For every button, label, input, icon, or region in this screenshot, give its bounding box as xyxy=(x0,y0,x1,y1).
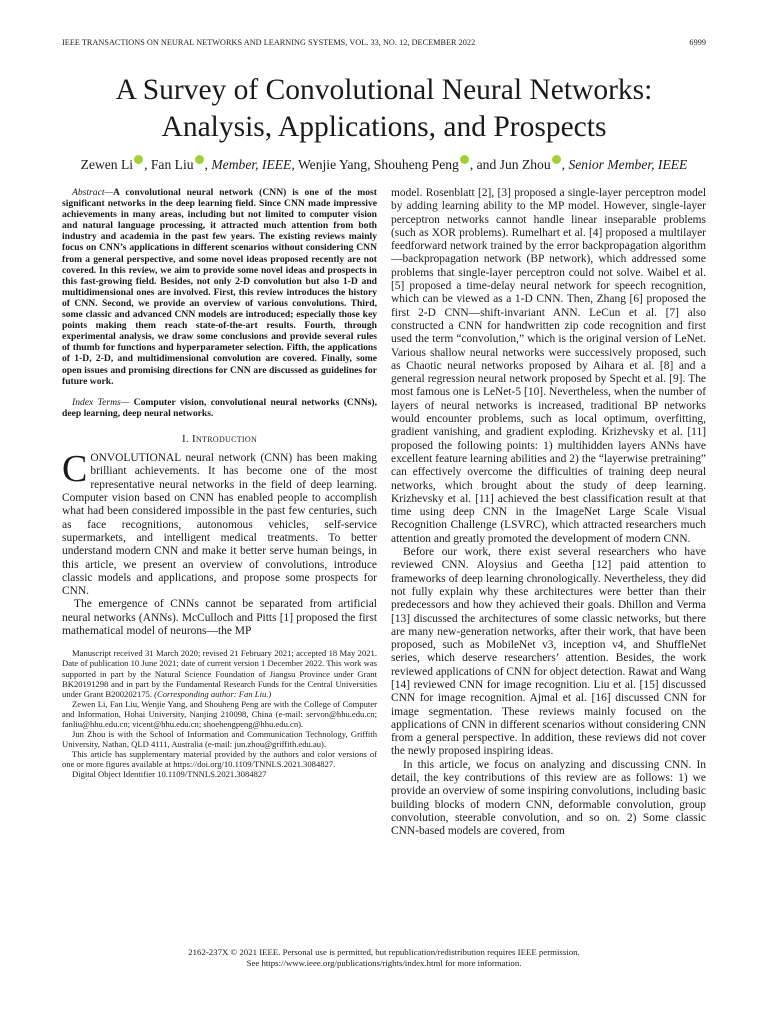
author-3: Wenjie Yang xyxy=(297,157,368,172)
footnote-supplementary: This article has supplementary material provided by the authors and color versions of one or more figures available at https://doi.org/10.1109/TNNLS.2021.3084827. xyxy=(62,749,377,770)
orcid-icon[interactable] xyxy=(195,155,204,164)
author-2-role: Member, IEEE xyxy=(211,157,292,172)
journal-name: IEEE TRANSACTIONS ON NEURAL NETWORKS AND LEARNING SYSTEMS, VOL. 33, NO. 12, DECEMBER 2022 xyxy=(62,38,476,47)
index-terms-text: Computer vision, convolutional neural networks (CNNs), deep learning, deep neural networks. xyxy=(62,396,377,419)
title-line-2: Analysis, Applications, and Prospects xyxy=(161,111,607,143)
orcid-icon[interactable] xyxy=(460,155,469,164)
abstract-label: Abstract xyxy=(72,187,105,198)
left-column xyxy=(62,187,377,780)
orcid-icon[interactable] xyxy=(552,155,561,164)
copyright-line-1: 2162-237X © 2021 IEEE. Personal use is permitted, but republication/redistribution requires IEEE permission. xyxy=(188,947,580,957)
abstract-text: A convolutional neural network (CNN) is one of the most significant networks in the deep learning field. Since CNN made impressive achievements in many areas, including but not limited to computer vision and natural language processing, it attracted much attention from both industry and academia in the past few years. The existing reviews mainly focus on CNN’s applications in different scenarios without considering CNN from a general perspective, and some novel ideas proposed recently are not covered. In this review, we aim to provide some novel ideas and prospects in this fast-growing field. Besides, not only 2-D convolution but also 1-D and multidimensional ones are involved. First, this review introduces the history of CNN. Second, we provide an overview of various convolutions. Third, some classic and advanced CNN models are introduced; especially those key points making them reach state-of-the-art results. Fourth, through experimental analysis, we draw some conclusions and provide several rules of thumb for functions and hyperparameter selection. Fifth, the applications of 1-D, 2-D, and multidimensional convolution are covered. Finally, some open issues and promising directions for CNN are discussed as guidelines for future work. xyxy=(62,187,377,387)
author-5-role: Senior Member, IEEE xyxy=(568,157,688,172)
author-4: Shouheng Peng xyxy=(373,157,459,172)
abstract: Abstract—A convolutional neural network (CNN) is one of the most significant networks in the deep learning field. Since CNN made impressive achievements in many areas, including but not limited to computer vision and natural language processing, it attracted much attention from both industry and academia in the past few years. The existing reviews mainly focus on CNN’s applications in different scenarios without considering CNN from a general perspective, and some novel ideas proposed recently are not covered. In this review, we aim to provide some novel ideas and prospects in this fast-growing field. Besides, not only 2-D convolution but also 1-D and multidimensional ones are involved. First, this review introduces the history of CNN. Second, we provide an overview of various convolutions. Third, some classic and advanced CNN models are introduced; especially those key points making them reach state-of-the-art results. Fourth, through experimental analysis, we draw some conclusions and provide several rules of thumb for functions and hyperparameter selection. Fifth, the applications of 1-D, 2-D, and multidimensional convolution are covered. Finally, some open issues and promising directions for CNN are discussed as guidelines for future work. xyxy=(62,187,377,387)
author-1: Zewen Li xyxy=(80,157,134,172)
author-list: Zewen Li , Fan Liu , Member, IEEE, Wenjie Yang, Shouheng Peng , and Jun Zhou , Senior Member, IEEE xyxy=(80,157,688,172)
footnote-affiliation-griffith: Jun Zhou is with the School of Information and Communication Technology, Griffith University, Nathan, QLD 4111, Australia (e-mail: jun.zhou@griffith.edu.au). xyxy=(62,729,377,750)
intro-paragraph-2: The emergence of CNNs cannot be separated from artificial neural networks (ANNs). McCulloch and Pitts [1] proposed the first mathematical model of neurons—the MP xyxy=(62,598,377,638)
right-column xyxy=(391,187,706,839)
footnote-doi: Digital Object Identifier 10.1109/TNNLS.2021.3084827 xyxy=(72,769,267,780)
paper-title xyxy=(40,72,728,146)
index-terms-label: Index Terms xyxy=(72,396,121,408)
footnote-manuscript: Manuscript received 31 March 2020; revised 21 February 2021; accepted 18 May 2021. Date of publication 10 June 2021; date of current version 1 December 2022. This work was supported in part by the Natural Science Foundation of Jiangsu Province under Grant BK20191298 and in part by the Fundamental Research Funds for the Central Universities under Grant B200202175. (Corresponding author: Fan Liu.) xyxy=(62,648,377,699)
section-heading-introduction xyxy=(62,433,377,446)
section-number: I. xyxy=(181,432,189,445)
copyright-notice xyxy=(62,947,706,969)
body-paragraph-history: model. Rosenblatt [2], [3] proposed a single-layer perceptron model by adding learning ability to the MP model. However, single-layer perceptron networks cannot handle linear inseparable problems (such as XOR problems). Rumelhart et al. [4] proposed a multilayer feedforward network trained by the error backpropagation algorithm—backpropagation network (BP network), which addressed some problems that single-layer perceptron could not solve. Waibel et al. [5] proposed a time-delay neural network for speech recognition, which can be viewed as a 1-D CNN. Then, Zhang [6] proposed the first 2-D CNN—shift-invariant ANN. LeCun et al. [7] also constructed a CNN for handwritten zip code recognition and first used the term “convolution,” which is the original version of LeNet. Various shallow neural networks were successively proposed, such as Chaotic neural networks proposed by Aihara et al. [8] and a general regression neural network proposed by Specht et al. [9]. The most famous one is LeNet-5 [10]. Nevertheless, when the number of layers of neural networks is increased, traditional BP networks would encounter problems, such as local optimum, overfitting, gradient vanishing, and gradient exploding. Krizhevsky et al. [11] proposed the following points: 1) multihidden layers ANNs have excellent feature learning abilities and 2) the “layerwise pretraining” can effectively overcome the difficulties of training deep neural networks, which brought about the study of deep learning. Krizhevsky et al. [11] achieved the best classification result at that time using deep CNN in the ImageNet Large Scale Visual Recognition Challenge (LSVRC), which attracted researchers much attention and greatly promoted the development of modern CNN. xyxy=(391,187,706,545)
footnotes xyxy=(62,648,377,779)
copyright-line-2[interactable]: See https://www.ieee.org/publications/rights/index.html for more information. xyxy=(246,958,522,968)
footnote-affiliation-hohai: Zewen Li, Fan Liu, Wenjie Yang, and Shouheng Peng are with the College of Computer and Information, Hohai University, Nanjing 210098, China (e-mail: servon@hhu.edu.cn; fanliu@hhu.edu.cn; vicent@hhu.edu.cn; shoehengpeng@hhu.edu.cn). xyxy=(62,698,377,729)
drop-cap: C xyxy=(62,448,88,491)
orcid-icon[interactable] xyxy=(134,155,143,164)
intro-paragraph-1 xyxy=(62,448,377,598)
page-number: 6999 xyxy=(689,38,706,47)
author-2: Fan Liu xyxy=(150,157,194,172)
section-title: Introduction xyxy=(192,432,258,445)
author-5: and Jun Zhou xyxy=(476,157,551,172)
body-paragraph-related-work: Before our work, there exist several researchers who have reviewed CNN. Aloysius and Geetha [12] paid attention to frameworks of deep learning chronologically. Nevertheless, they did not fully explain why these architectures were better than their predecessors and how they achieved their goals. Dhillon and Verma [13] discussed the architectures of some classic networks, but there are many new-generation networks, after their work, that have been proposed, such as MobileNet v3, inception v4, and ShuffleNet series, which deserve researchers’ attention. Besides, the work reviewed applications of CNN for object detection. Rawat and Wang [14] reviewed CNN for image recognition. Liu et al. [15] discussed CNN for image recognition. Ajmal et al. [16] discussed CNN for image segmentation. These reviews mainly focused on the applications of CNN in different scenarios without considering CNN from a general perspective. In addition, these reviews did not cover the newly proposed inspiring ideas. xyxy=(391,546,706,758)
title-line-1: A Survey of Convolutional Neural Networks: xyxy=(115,74,653,106)
intro-p1-text: ONVOLUTIONAL neural network (CNN) has been making brilliant achievements. It has become one of the most representative neural networks in the field of deep learning. Computer vision based on CNN has enabled people to accomplish what had been considered impossible in the past few centuries, such as face recognitions, autonomous vehicles, self-service supermarkets, and intelligent medical treatments. To better understand modern CNN and make it better serve human beings, in this article, we present an overview of convolutions, introduce classic models and applications, and propose some prospects for CNN. xyxy=(62,452,377,598)
body-paragraph-contributions: In this article, we focus on analyzing and discussing CNN. In detail, the key contributions of this review are as follows: 1) we provide an overview of some inspiring convolutions, including basic building blocks of modern CNN, deformable convolution, group convolution, steerable convolution, and so on. 2) Some classic CNN-based models are covered, from xyxy=(391,758,706,838)
index-terms: Index Terms— Computer vision, convolutional neural networks (CNNs), deep learning, deep neural networks. xyxy=(62,396,377,419)
